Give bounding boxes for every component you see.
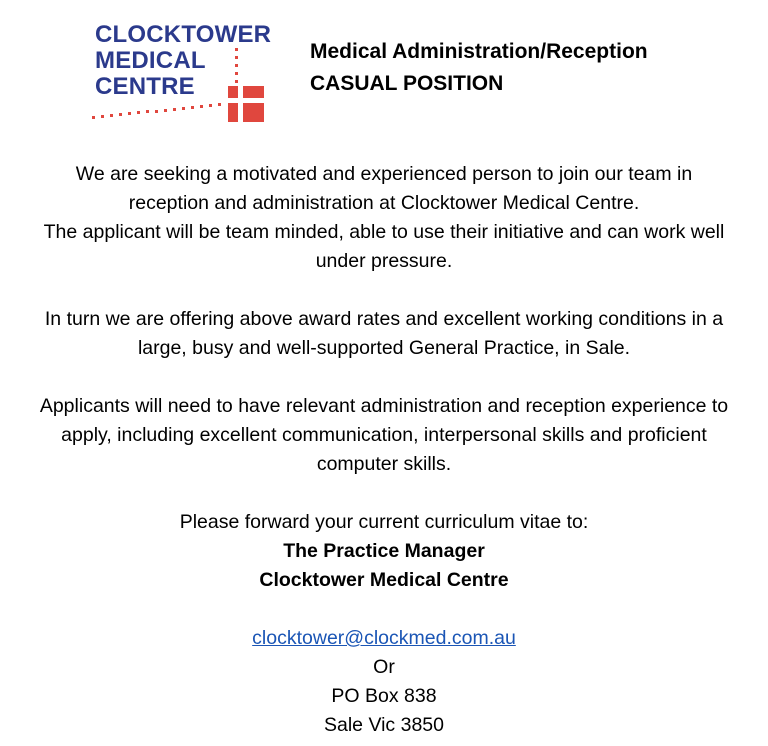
contact-city: Sale Vic 3850 xyxy=(324,714,444,736)
spacer xyxy=(0,595,768,624)
paragraph-2-line-1: In turn we are offering above award rates and excellent working conditions in a xyxy=(44,308,724,330)
spacer xyxy=(0,363,768,392)
contact-organization: Clocktower Medical Centre xyxy=(259,569,509,591)
cross-icon xyxy=(228,86,264,122)
job-header xyxy=(310,36,648,100)
paragraph-3-line-1: Applicants will need to have relevant administration and reception experience to xyxy=(39,395,729,417)
logo-dotted-horizontal xyxy=(92,103,221,119)
contact-or: Or xyxy=(373,656,395,678)
job-type: CASUAL POSITION xyxy=(310,72,504,95)
logo-dotted-vertical xyxy=(235,48,238,83)
paragraph-2-line-2: large, busy and well-supported General Practice, in Sale. xyxy=(137,337,631,359)
clinic-logo xyxy=(88,22,278,126)
logo-text-line-2: MEDICAL xyxy=(95,47,206,74)
paragraph-3-line-2: apply, including excellent communication, interpersonal skills and proficient xyxy=(61,424,707,446)
paragraph-3-line-3: computer skills. xyxy=(316,453,452,475)
job-description xyxy=(0,160,768,740)
spacer xyxy=(0,276,768,305)
contact-email-row xyxy=(0,624,768,653)
job-title: Medical Administration/Reception xyxy=(310,40,648,63)
contact-intro: Please forward your current curriculum vitae to: xyxy=(179,511,589,533)
email-link[interactable]: clocktower@clockmed.com.au xyxy=(252,627,516,649)
contact-recipient: The Practice Manager xyxy=(283,540,485,562)
logo-text-line-1: CLOCKTOWER xyxy=(95,21,272,48)
spacer xyxy=(0,479,768,508)
paragraph-1-line-4: under pressure. xyxy=(315,250,453,272)
paragraph-1-line-3: The applicant will be team minded, able to use their initiative and can work well xyxy=(43,221,725,243)
paragraph-1-line-1: We are seeking a motivated and experienced person to join our team in xyxy=(75,163,693,185)
contact-po-box: PO Box 838 xyxy=(331,685,437,707)
paragraph-1-line-2: reception and administration at Clocktower Medical Centre. xyxy=(128,192,640,214)
logo-text-line-3: CENTRE xyxy=(95,73,195,100)
